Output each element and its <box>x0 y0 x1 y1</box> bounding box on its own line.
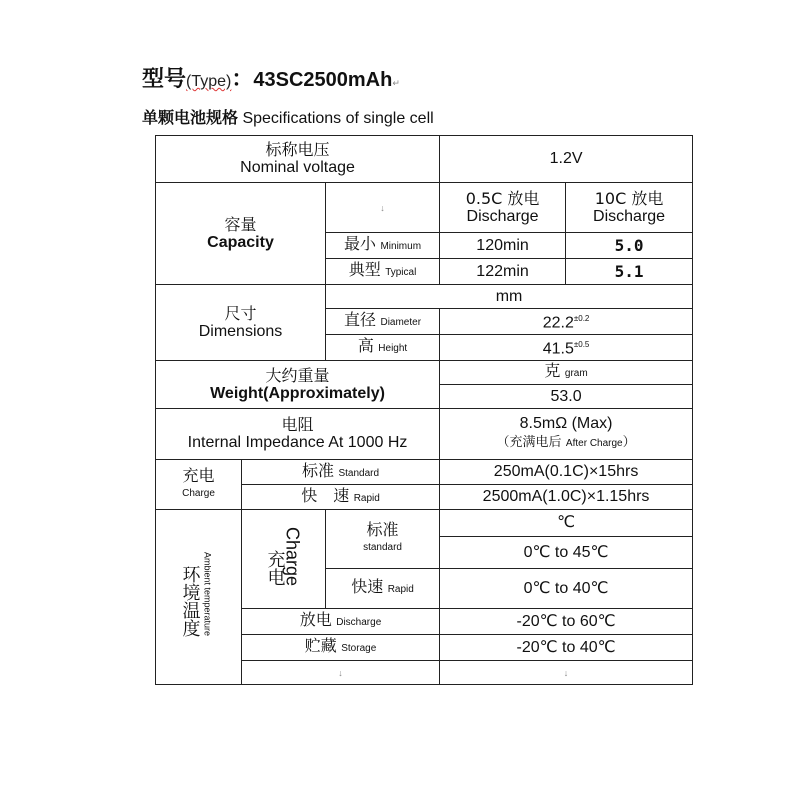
footer-empty-left: ↓ <box>242 661 440 685</box>
title-colon: ： <box>231 67 254 92</box>
charge-label: 充电 Charge <box>156 460 242 510</box>
diameter-value: $22.2^{\pm 0.2}$ <box>440 309 693 335</box>
dimensions-label: 尺寸 Dimensions <box>156 285 326 361</box>
capacity-typ-label: 典型 Typical <box>326 259 440 285</box>
spec-table <box>155 135 693 685</box>
capacity-typ-10c: 5.1 <box>566 259 693 285</box>
height-label: 高 Height <box>326 335 440 361</box>
capacity-col-10c: 10C 放电 Discharge <box>566 183 693 233</box>
row-charge-standard <box>156 460 693 485</box>
capacity-empty-header: ↓ <box>326 183 440 233</box>
title-type-label: (Type) <box>186 73 232 90</box>
paragraph-mark: ↵ <box>392 78 400 88</box>
row-weight-unit <box>156 361 693 385</box>
charge-standard-label: 标准 Standard <box>242 460 440 485</box>
capacity-col-05c: 0.5C 放电 Discharge <box>440 183 566 233</box>
impedance-value: 8.5mΩ (Max) （充满电后 After Charge） <box>440 409 693 460</box>
charge-standard-value: 250mA(0.1C)×15hrs <box>440 460 693 485</box>
ambient-charge-label: 充电Charge <box>242 510 326 609</box>
model-number: 43SC2500mAh <box>253 69 393 91</box>
impedance-label: 电阻 Internal Impedance At 1000 Hz <box>156 409 440 460</box>
ambient-std-label: 标准 standard <box>326 510 440 569</box>
row-capacity-header <box>156 183 693 233</box>
ambient-storage-label: 贮藏 Storage <box>242 635 440 661</box>
row-nominal-voltage <box>156 136 693 183</box>
row-ambient-unit <box>156 510 693 537</box>
charge-rapid-value: 2500mA(1.0C)×1.15hrs <box>440 485 693 510</box>
ambient-discharge-value: -20℃ to 60℃ <box>440 609 693 635</box>
nominal-voltage-value: 1.2V <box>440 136 693 183</box>
subtitle-cn: 单颗电池规格 <box>142 108 239 127</box>
weight-unit: 克 gram <box>440 361 693 385</box>
footer-empty-right: ↓ <box>440 661 693 685</box>
ambient-rapid-value: 0℃ to 40℃ <box>440 569 693 609</box>
row-dimensions-unit <box>156 285 693 309</box>
row-impedance <box>156 409 693 460</box>
ambient-unit: ℃ <box>440 510 693 537</box>
ambient-storage-value: -20℃ to 40℃ <box>440 635 693 661</box>
ambient-label: 环境温度 Ambient temperature <box>156 510 242 685</box>
capacity-label: 容量 Capacity <box>156 183 326 285</box>
nominal-voltage-label: 标称电压 Nominal voltage <box>156 136 440 183</box>
section-subtitle <box>142 106 434 131</box>
title-cn: 型号 <box>142 67 187 92</box>
weight-label: 大约重量 Weight(Approximately) <box>156 361 440 409</box>
capacity-min-10c: 5.0 <box>566 233 693 259</box>
subtitle-en: Specifications of single cell <box>238 110 434 127</box>
charge-rapid-label: 快 速 Rapid <box>242 485 440 510</box>
capacity-typ-05c: 122min <box>440 259 566 285</box>
capacity-min-05c: 120min <box>440 233 566 259</box>
dimensions-unit: mm <box>326 285 693 309</box>
ambient-rapid-label: 快速 Rapid <box>326 569 440 609</box>
height-value: $41.5^{\pm 0.5}$ <box>440 335 693 361</box>
capacity-min-label: 最小 Minimum <box>326 233 440 259</box>
ambient-std-value: 0℃ to 45℃ <box>440 537 693 569</box>
ambient-discharge-label: 放电 Discharge <box>242 609 440 635</box>
diameter-label: 直径 Diameter <box>326 309 440 335</box>
weight-value: 53.0 <box>440 385 693 409</box>
document-title <box>142 64 400 98</box>
